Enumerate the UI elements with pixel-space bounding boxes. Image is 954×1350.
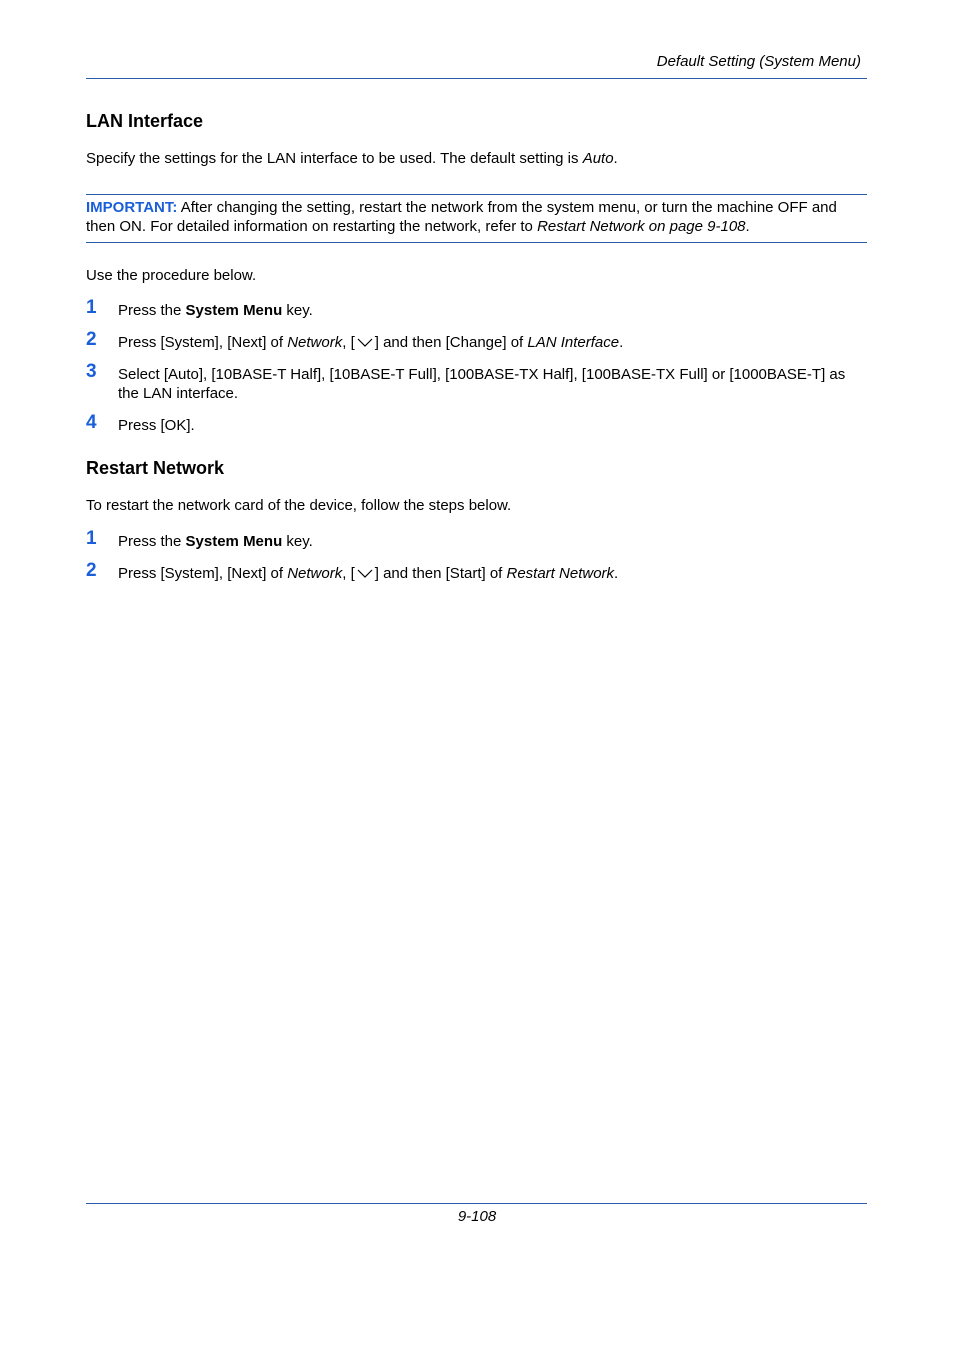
restart-intro: To restart the network card of the device, follow the steps below. (86, 497, 512, 514)
step-text-part: . (619, 334, 624, 351)
step-text-part: , [ (342, 334, 355, 351)
step-text-pre: Press the (118, 533, 186, 550)
step-text: Press [OK]. (118, 417, 195, 434)
step-text (118, 564, 863, 583)
important-top-rule (86, 194, 867, 195)
step-text-part: Press [System], [Next] of (118, 334, 288, 351)
network-label: Network (287, 334, 343, 351)
step-text-part: ] and then [Change] of (374, 334, 528, 351)
procedure-intro: Use the procedure below. (86, 267, 257, 284)
footer-rule (86, 1203, 867, 1204)
step-text-part: ] and then [Start] of (374, 565, 507, 582)
system-menu-key-label: System Menu (185, 533, 283, 550)
step-text-pre: Press the (118, 302, 186, 319)
chevron-down-icon (355, 335, 375, 349)
lan-intro-end: . (613, 150, 618, 167)
step-number: 1 (86, 297, 97, 318)
lan-intro-default: Auto (582, 150, 614, 167)
step-text-part: Press [System], [Next] of (118, 565, 288, 582)
step-text-part: , [ (342, 565, 355, 582)
step-text (118, 532, 863, 551)
restart-network-label: Restart Network (506, 565, 615, 582)
important-note (86, 198, 867, 236)
step-number: 3 (86, 361, 97, 382)
step-number: 2 (86, 560, 97, 581)
section-heading-restart-network: Restart Network (86, 458, 225, 478)
lan-intro-text: Specify the settings for the LAN interface to be used. The default setting is (86, 150, 583, 167)
lan-interface-label: LAN Interface (527, 334, 620, 351)
lan-intro (86, 149, 867, 168)
step-number: 1 (86, 528, 97, 549)
step-text-post: key. (282, 302, 313, 319)
important-end: . (745, 218, 750, 235)
step-text-post: key. (282, 533, 313, 550)
section-heading-lan-interface: LAN Interface (86, 111, 204, 131)
network-label: Network (287, 565, 343, 582)
step-text: Select [Auto], [10BASE-T Half], [10BASE-T Full], [100BASE-TX Half], [100BASE-TX Full] or [1000BASE-T] as the LAN interface. (118, 366, 846, 402)
chevron-down-icon (355, 566, 375, 580)
step-text-part: . (614, 565, 619, 582)
step-text (118, 301, 863, 320)
step-text (118, 333, 863, 352)
important-reference-link[interactable]: Restart Network on page 9-108 (537, 218, 746, 235)
important-label: IMPORTANT: (86, 199, 178, 216)
header-rule (86, 78, 867, 79)
important-bottom-rule (86, 242, 867, 243)
step-number: 4 (86, 412, 97, 433)
step-number: 2 (86, 329, 97, 350)
system-menu-key-label: System Menu (185, 302, 283, 319)
important-text: After changing the setting, restart the network from the system menu, or turn the machine OFF and then ON. For detailed information on restarting the network, refer to (86, 199, 837, 235)
running-header: Default Setting (System Menu) (656, 53, 861, 70)
page-number: 9-108 (457, 1208, 497, 1225)
